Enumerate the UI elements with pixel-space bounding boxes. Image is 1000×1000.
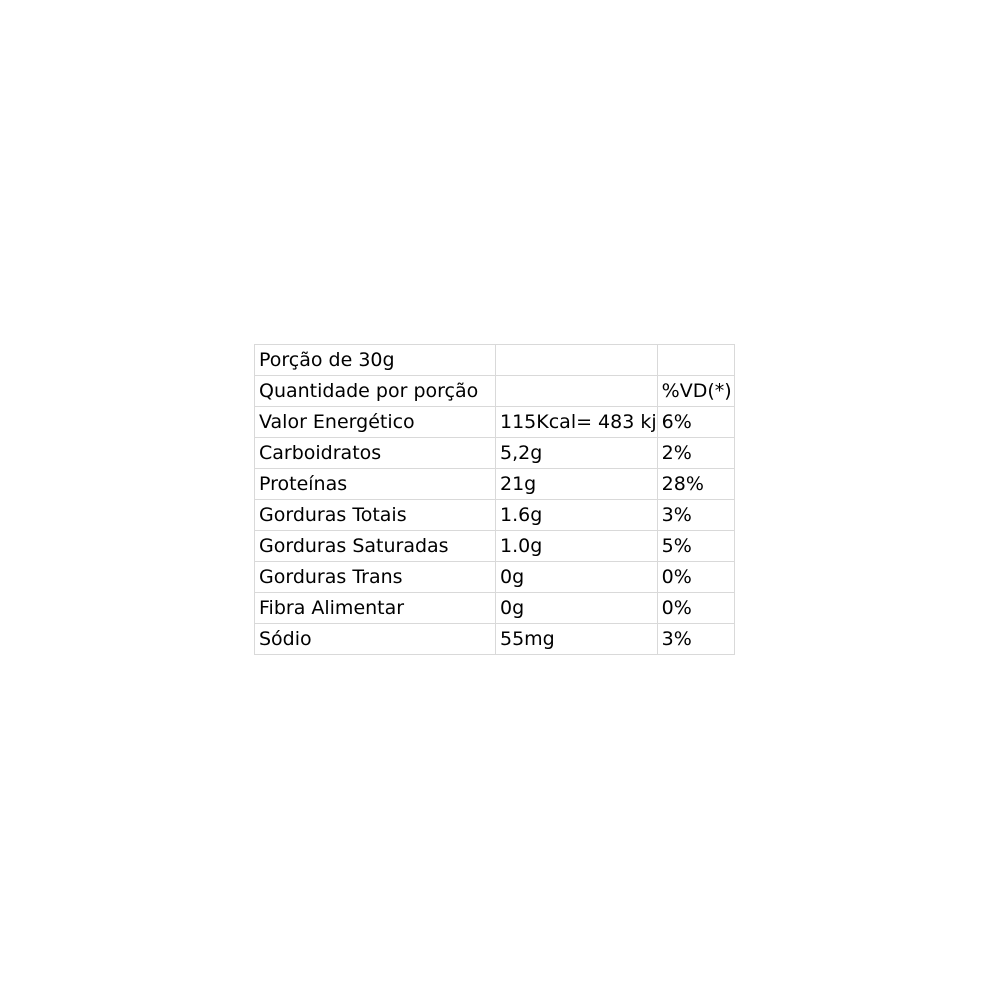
table-cell[interactable]: 28% — [657, 469, 734, 500]
table-cell[interactable] — [657, 345, 734, 376]
table-cell[interactable]: 5,2g — [496, 438, 658, 469]
table-cell[interactable]: 2% — [657, 438, 734, 469]
table-cell[interactable]: Carboidratos — [255, 438, 496, 469]
table-cell[interactable]: Sódio — [255, 624, 496, 655]
table-cell[interactable]: 0g — [496, 593, 658, 624]
table-cell[interactable]: 55mg — [496, 624, 658, 655]
table-cell[interactable]: Fibra Alimentar — [255, 593, 496, 624]
table-cell[interactable]: 3% — [657, 500, 734, 531]
table-cell[interactable] — [496, 345, 658, 376]
table-cell[interactable]: 0% — [657, 593, 734, 624]
table-cell[interactable]: 6% — [657, 407, 734, 438]
table-row — [255, 593, 735, 624]
table-cell[interactable]: Proteínas — [255, 469, 496, 500]
nutrition-table — [254, 344, 735, 655]
table-cell[interactable] — [496, 376, 658, 407]
table-row — [255, 500, 735, 531]
table-cell[interactable]: 1.0g — [496, 531, 658, 562]
table-cell[interactable]: Quantidade por porção — [255, 376, 496, 407]
table-cell[interactable]: 1.6g — [496, 500, 658, 531]
table-row — [255, 531, 735, 562]
table-row — [255, 345, 735, 376]
table-row — [255, 438, 735, 469]
table-cell[interactable]: Valor Energético — [255, 407, 496, 438]
table-cell[interactable]: 0g — [496, 562, 658, 593]
table-cell[interactable]: 115Kcal= 483 kj — [496, 407, 658, 438]
table-cell[interactable]: %VD(*) — [657, 376, 734, 407]
table-cell[interactable]: Gorduras Saturadas — [255, 531, 496, 562]
table-row — [255, 407, 735, 438]
table-cell[interactable]: 5% — [657, 531, 734, 562]
table-cell[interactable]: Gorduras Totais — [255, 500, 496, 531]
table-row — [255, 624, 735, 655]
table-row — [255, 469, 735, 500]
table-row — [255, 376, 735, 407]
table-body — [255, 345, 735, 655]
table-cell[interactable]: Porção de 30g — [255, 345, 496, 376]
table-cell[interactable]: 21g — [496, 469, 658, 500]
table-cell[interactable]: Gorduras Trans — [255, 562, 496, 593]
table-cell[interactable]: 0% — [657, 562, 734, 593]
table-row — [255, 562, 735, 593]
table-cell[interactable]: 3% — [657, 624, 734, 655]
